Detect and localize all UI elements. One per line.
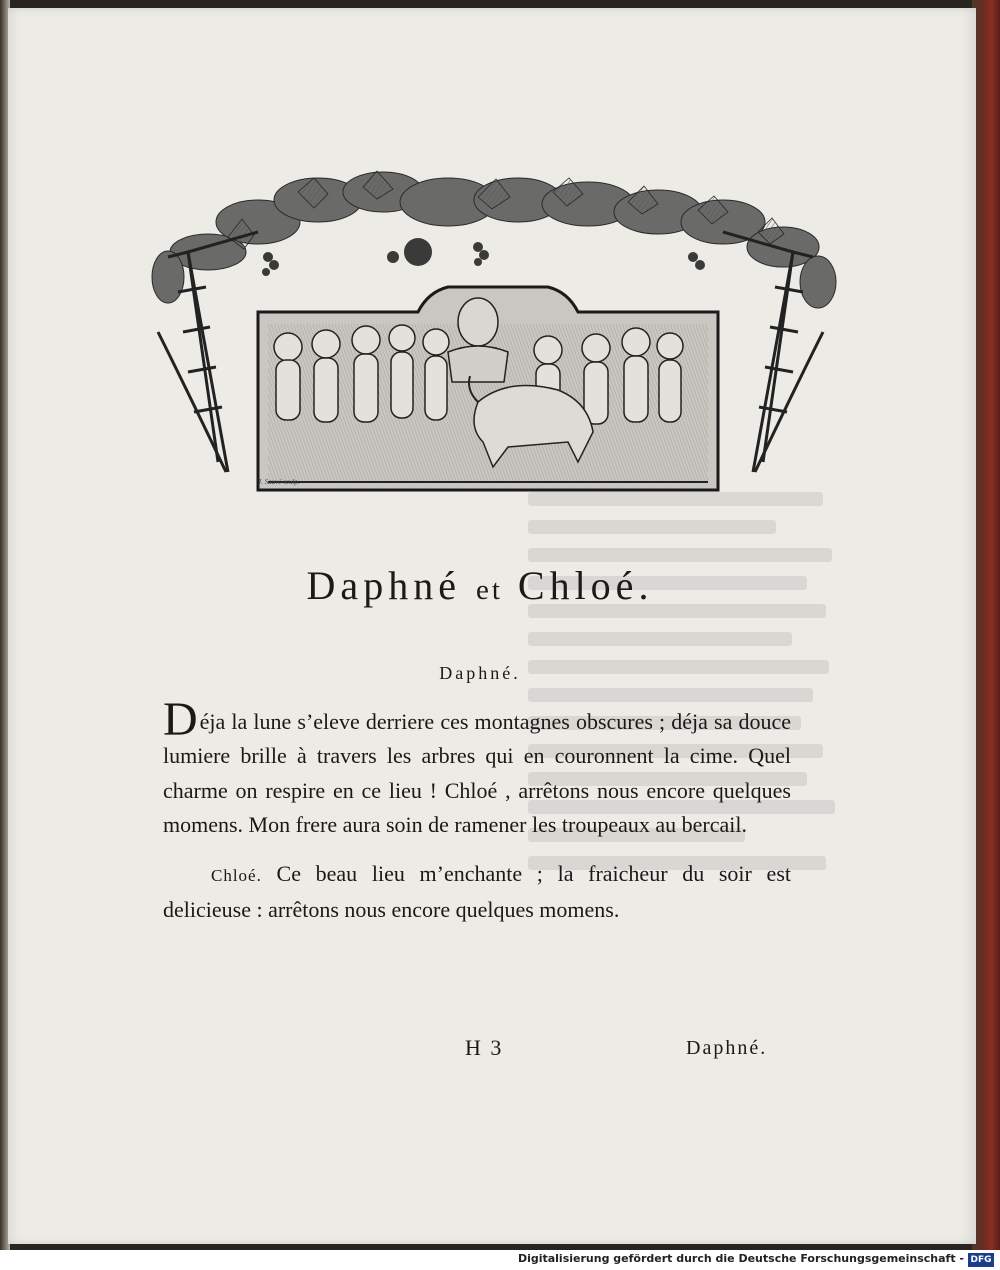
speaker-heading: Daphné. [439,663,521,683]
paragraph-daphne [163,693,791,843]
engraved-vignette-icon [148,162,838,502]
dfg-notice: Digitalisierung gefördert durch die Deutsche Forschungsgemeinschaft - [517,1252,964,1265]
paragraph-chloe [163,857,791,928]
page-title [150,562,810,609]
dfg-footer-bar [0,1250,1000,1270]
paragraph-daphne-text: éja la lune s’eleve derriere ces montagnes obscures ; déja sa douce lumiere brille à travers les arbres qui en couronnent la cime. Quel charme on respire en ce lieu ! Chloé , arrêtons nous encore quelques momens. Mon frere aura soin de ramener les troupeaux au bercail. [163,709,791,838]
title-second: Chloé. [517,563,654,608]
dfg-logo-icon: DFG [968,1253,994,1267]
dialogue-text [163,693,791,927]
book-binding-edge [972,0,1000,1250]
speaker-chloe: Chloé. [211,865,262,885]
signature-mark: H 3 [465,1035,504,1060]
engraver-credit: J. Sauvé sculp. [258,478,300,486]
drop-capital: D [163,693,198,746]
paragraph-chloe-text: Ce beau lieu m’enchante ; la fraicheur du soir est delicieuse : arrêtons nous encore quelques momens. [163,860,791,923]
catchword: Daphné. [686,1037,768,1059]
title-main: Daphné [306,563,461,608]
title-conjunction: et [475,574,503,606]
